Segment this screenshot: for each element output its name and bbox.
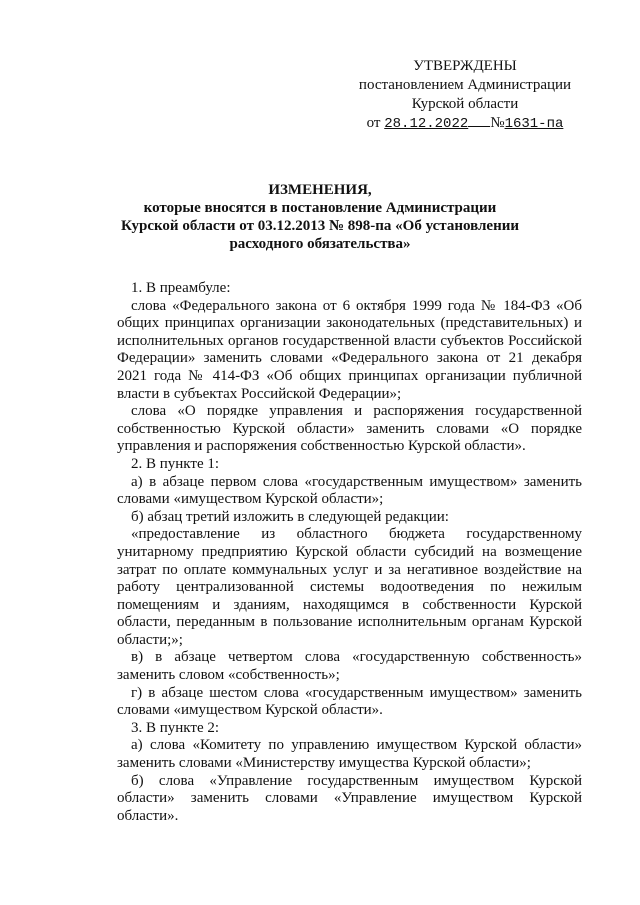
paragraph-section-1: 1. В преамбуле: bbox=[131, 280, 231, 296]
approval-date-line bbox=[340, 114, 590, 134]
paragraph: г) в абзаце шестом слова «государственным имуществом» заменить словами «имуществом Курской области». bbox=[117, 684, 582, 719]
paragraph-section-3: 3. В пункте 2: bbox=[131, 719, 220, 736]
paragraph: слова «Федерального закона от 6 октября 1999 года № 184-ФЗ «Об общих принципах организации законодательных (представительных) и исполнительных органов государственной власти субъектов Российской Федерации» заменить словами «Федерального закона от 21 декабря 2021 года № 414-ФЗ «Об общих принципах организации публичной власти в субъектах Российской Федерации»; bbox=[117, 297, 582, 402]
underline-gap bbox=[468, 114, 490, 127]
paragraph: «предоставление из областного бюджета государственному унитарному предприятию Курской области субсидий на возмещение затрат по оплате коммунальных услуг и за негативное воздействие на работу централизованной системы водоотведения по нежилым помещениям и зданиям, находящимся в собственности Курской области, переданным в пользование исполнительным органам Курской области;»; bbox=[117, 526, 582, 648]
document-title bbox=[100, 181, 540, 253]
paragraph-section-2: 2. В пункте 1: bbox=[131, 455, 220, 472]
title-line-1: которые вносятся в постановление Администрации bbox=[143, 200, 497, 216]
approval-number: 1631-па bbox=[504, 116, 564, 132]
approval-stamp-block bbox=[340, 57, 590, 134]
approval-date: 28.12.2022 bbox=[384, 116, 469, 132]
approved-label: УТВЕРЖДЕНЫ bbox=[413, 58, 517, 74]
title-line-3: расходного обязательства» bbox=[229, 236, 411, 252]
paragraph: б) слова «Управление государственным имуществом Курской области» заменить словами «Управление имуществом Курской области». bbox=[117, 772, 582, 824]
paragraph: слова «О порядке управления и распоряжения государственной собственностью Курской области» заменить словами «О порядке управления и распоряжения собственностью Курской области». bbox=[117, 403, 582, 455]
number-sign: № bbox=[490, 115, 505, 131]
paragraph: в) в абзаце четвертом слова «государственную собственность» заменить словом «собственность»; bbox=[117, 649, 582, 684]
approved-by-line: постановлением Администрации bbox=[358, 77, 572, 93]
from-label: от bbox=[366, 115, 381, 131]
paragraph: а) в абзаце первом слова «государственным имуществом» заменить словами «имуществом Курской области»; bbox=[117, 473, 582, 508]
document-body bbox=[117, 280, 582, 825]
paragraph: а) слова «Комитету по управлению имуществом Курской области» заменить словами «Министерству имущества Курской области»; bbox=[117, 737, 582, 772]
approved-region-line: Курской области bbox=[411, 96, 519, 112]
title-line-2: Курской области от 03.12.2013 № 898-па «Об установлении bbox=[120, 218, 520, 234]
paragraph: б) абзац третий изложить в следующей редакции: bbox=[131, 508, 449, 525]
title-heading: ИЗМЕНЕНИЯ, bbox=[268, 182, 372, 198]
